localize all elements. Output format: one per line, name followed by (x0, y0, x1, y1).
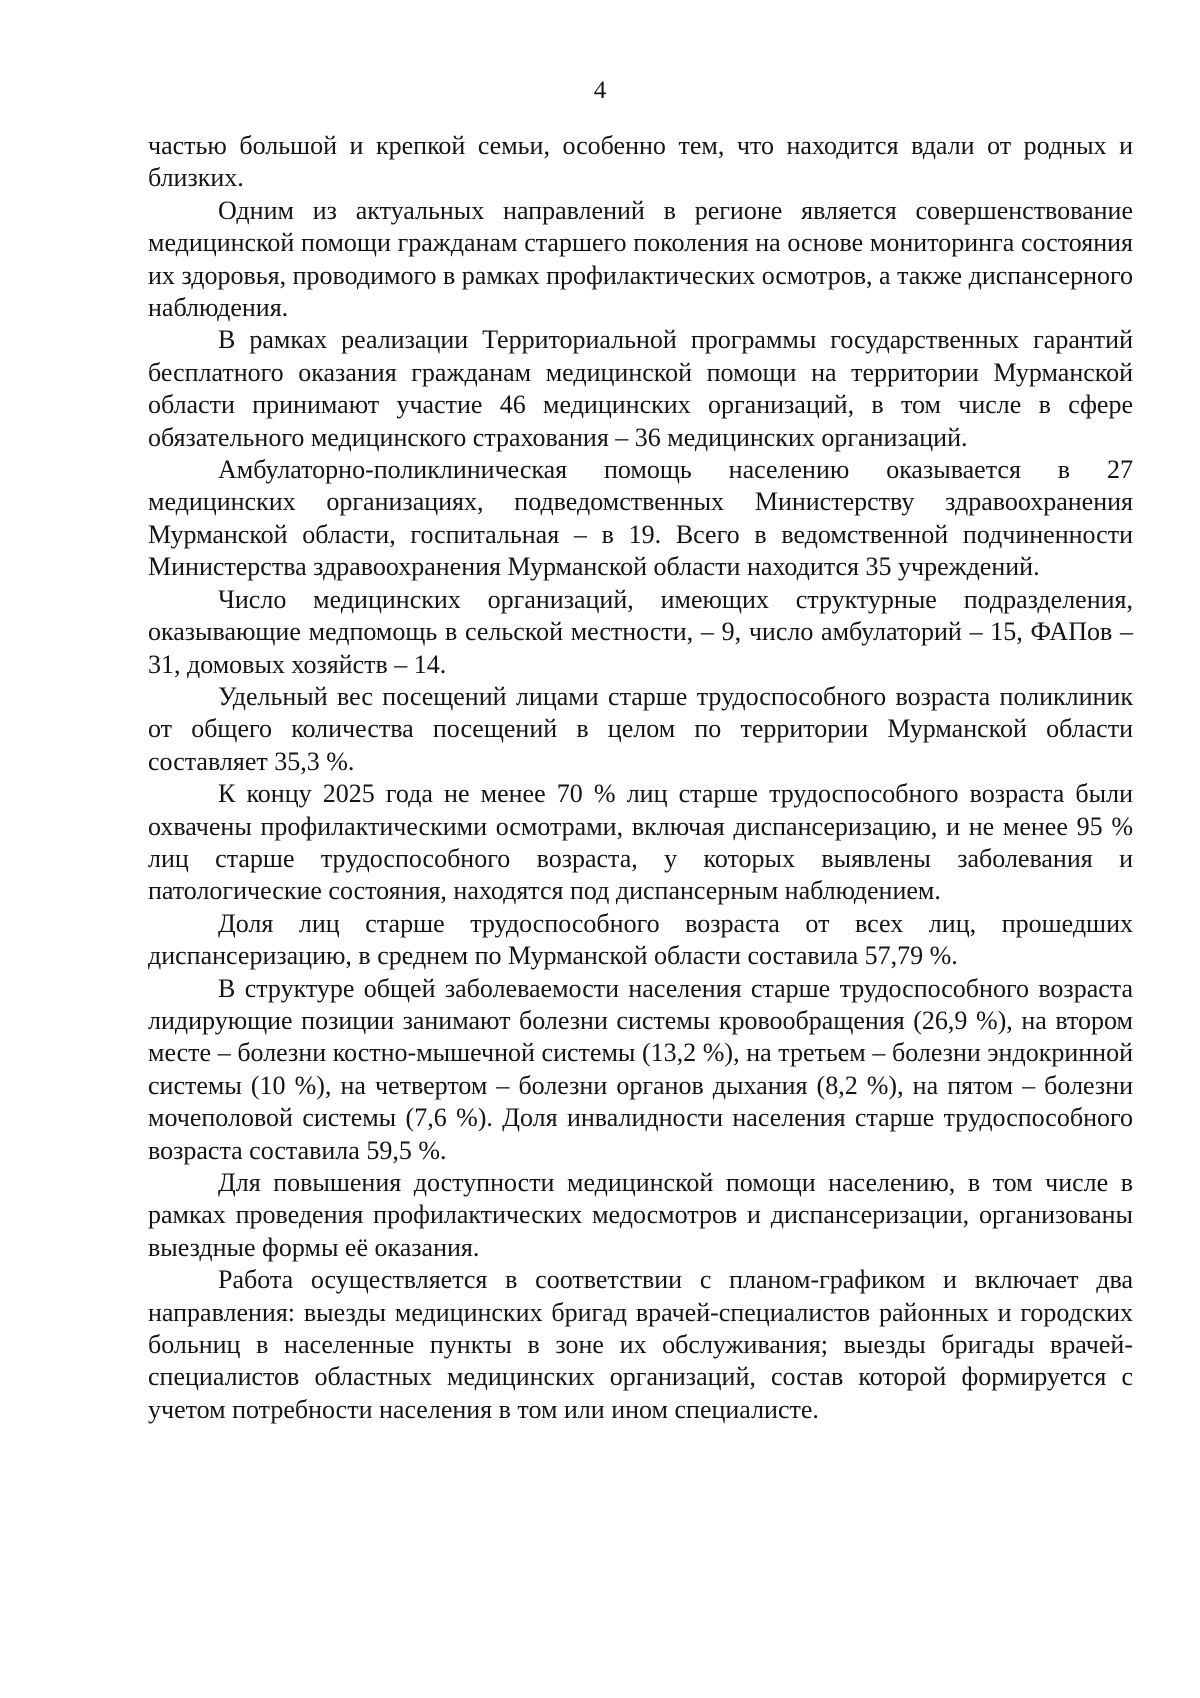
paragraph: Одним из актуальных направлений в регионе является совершенствование медицинской помощи гражданам старшего поколения на основе мониторинга состояния их здоровья, проводимого в рамках профилактических осмотров, а также диспансерного наблюдения. (148, 195, 1133, 323)
paragraph: Для повышения доступности медицинской помощи населению, в том числе в рамках проведения профилактических медосмотров и диспансеризации, организованы выездные формы её оказания. (148, 1168, 1133, 1262)
paragraph: Доля лиц старше трудоспособного возраста от всех лиц, прошедших диспансеризацию, в среднем по Мурманской области составила 57,79 %. (148, 908, 1133, 971)
paragraph: В структуре общей заболеваемости населения старше трудоспособного возраста лидирующие позиции занимают болезни системы кровообращения (26,9 %), на втором месте – болезни костно-мышечной системы (13,2 %), на третьем – болезни эндокринной системы (10 %), на четвертом – болезни органов дыхания (8,2 %), на пятом – болезни мочеполовой системы (7,6 %). Доля инвалидности населения старше трудоспособного возраста составила 59,5 %. (148, 973, 1133, 1165)
page-number: 4 (593, 77, 607, 104)
paragraph: Амбулаторно-поликлиническая помощь населению оказывается в 27 медицинских организациях, подведомственных Министерству здравоохранения Мурманской области, госпитальная – в 19. Всего в ведомственной подчиненности Министерства здравоохранения Мурманской области находится 35 учреждений. (148, 455, 1133, 582)
paragraph: частью большой и крепкой семьи, особенно тем, что находится вдали от родных и близких. (148, 131, 1133, 193)
paragraph: Работа осуществляется в соответствии с планом-графиком и включает два направления: выезды медицинских бригад врачей-специалистов районных и городских больниц в населенные пункты в зоне их обслуживания; выезды бригады врачей-специалистов областных медицинских организаций, состав которой формируется с учетом потребности населения в том или ином специалисте. (148, 1265, 1133, 1424)
paragraph: Число медицинских организаций, имеющих структурные подразделения, оказывающие медпомощь в сельской местности, – 9, число амбулаторий – 15, ФАПов – 31, домовых хозяйств – 14. (148, 584, 1133, 679)
paragraph: В рамках реализации Территориальной программы государственных гарантий бесплатного оказания гражданам медицинской помощи на территории Мурманской области принимают участие 46 медицинских организаций, в том числе в сфере обязательного медицинского страхования – 36 медицинских организаций. (148, 325, 1133, 452)
document-body (148, 130, 1133, 1426)
paragraph: К концу 2025 года не менее 70 % лиц старше трудоспособного возраста были охвачены профилактическими осмотрами, включая диспансеризацию, и не менее 95 % лиц старше трудоспособного возраста, у которых выявлены заболевания и патологические состояния, находятся под диспансерным наблюдением. (148, 779, 1133, 906)
paragraph: Удельный вес посещений лицами старше трудоспособного возраста поликлиник от общего количества посещений в целом по территории Мурманской области составляет 35,3 %. (148, 681, 1133, 776)
